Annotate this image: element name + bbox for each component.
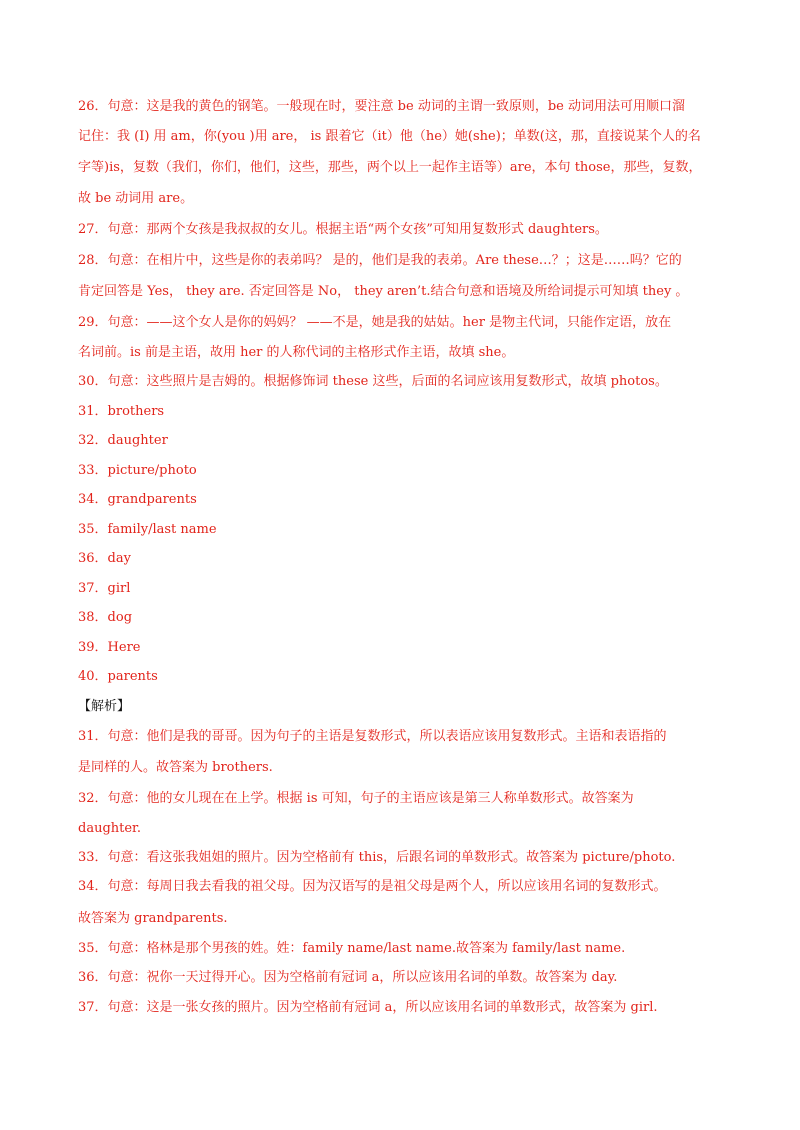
answer-line: 34．grandparents — [78, 492, 197, 507]
text-line: 27．句意：那两个女孩是我叔叔的女儿。根据主语“两个女孩”可知用复数形式 daughters。 — [78, 222, 608, 237]
answer-line: 36．day — [78, 551, 131, 566]
text-line: 37．句意：这是一张女孩的照片。因为空格前有冠词 a，所以应该用名词的单数形式，故答案为 girl. — [78, 1000, 658, 1015]
text-line: 28．句意：在相片中，这些是你的表弟吗？ 是的，他们是我的表弟。Are these…？；这是……吗？它的 — [78, 253, 682, 268]
text-line: 26．句意：这是我的黄色的钢笔。一般现在时，要注意 be 动词的主谓一致原则，be 动词用法可用顺口溜 — [78, 99, 685, 114]
answer-line: 35．family/last name — [78, 522, 217, 537]
answer-line: 40．parents — [78, 669, 158, 684]
answer-line: 37．girl — [78, 581, 131, 596]
text-line: 故 be 动词用 are。 — [78, 191, 194, 206]
text-line: 字等)is，复数（我们，你们，他们，这些，那些，两个以上一起作主语等）are，本句 those，那些，复数， — [78, 160, 702, 175]
text-line: 36．句意：祝你一天过得开心。因为空格前有冠词 a，所以应该用名词的单数。故答案为 day. — [78, 970, 618, 985]
answer-line: 39．Here — [78, 640, 141, 655]
text-line: 是同样的人。故答案为 brothers. — [78, 760, 273, 775]
text-line: 肯定回答是 Yes， they are. 否定回答是 No， they aren’t.结合句意和语境及所给词提示可知填 they 。 — [78, 284, 689, 299]
text-line: 34．句意：每周日我去看我的祖父母。因为汉语写的是祖父母是两个人，所以应该用名词的复数形式。 — [78, 879, 667, 894]
text-line: 31．句意：他们是我的哥哥。因为句子的主语是复数形式，所以表语应该用复数形式。主语和表语指的 — [78, 729, 667, 744]
text-line: 33．句意：看这张我姐姐的照片。因为空格前有 this，后跟名词的单数形式。故答案为 picture/photo. — [78, 850, 676, 865]
answer-line: 32．daughter — [78, 433, 168, 448]
text-line: 29．句意：——这个女人是你的妈妈？ ——不是，她是我的姑姑。her 是物主代词，只能作定语，放在 — [78, 315, 672, 330]
text-line: 故答案为 grandparents. — [78, 911, 228, 926]
text-line: 30．句意：这些照片是吉姆的。根据修饰词 these 这些，后面的名词应该用复数形式，故填 photos。 — [78, 374, 668, 389]
section-heading: 【解析】 — [78, 699, 131, 714]
text-line: 32．句意：他的女儿现在在上学。根据 is 可知，句子的主语应该是第三人称单数形式。故答案为 — [78, 791, 634, 806]
answer-line: 38．dog — [78, 610, 133, 625]
answer-line: 33．picture/photo — [78, 463, 197, 478]
answer-line: 31．brothers — [78, 404, 165, 419]
text-line: 记住：我 (I) 用 am，你(you )用 are， is 跟着它（it）他（he）她(she)；单数(这，那，直接说某个人的名 — [78, 129, 701, 144]
text-line: daughter. — [78, 821, 141, 836]
text-line: 35．句意：格林是那个男孩的姓。姓：family name/last name.故答案为 family/last name. — [78, 941, 626, 956]
text-line: 名词前。is 前是主语，故用 her 的人称代词的主格形式作主语，故填 she。 — [78, 345, 515, 360]
